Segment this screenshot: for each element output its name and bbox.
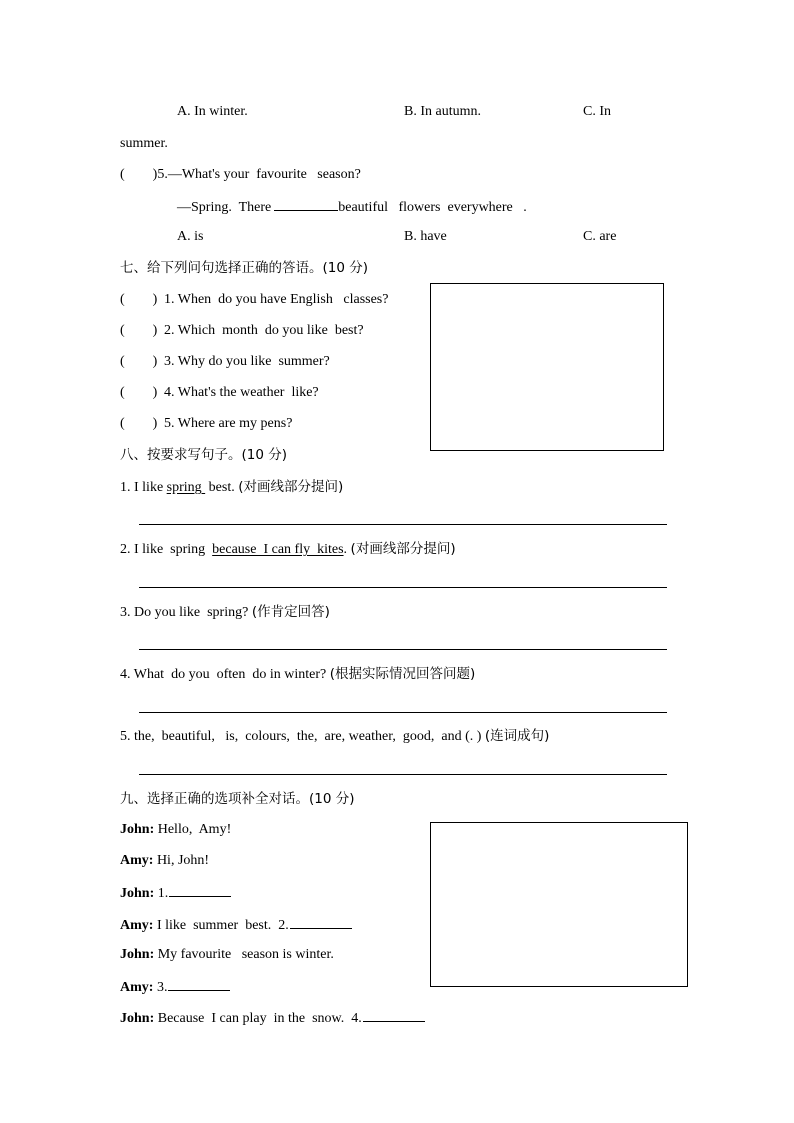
section7-item — [120, 323, 364, 339]
answer-line-4[interactable] — [139, 712, 667, 713]
dialogue-blank-1 — [169, 884, 231, 897]
speaker: John: — [120, 1011, 155, 1026]
answer-line-2[interactable] — [139, 587, 667, 588]
q4-option-c: C. In — [583, 104, 611, 119]
q4-option-a: A. In winter. — [177, 104, 248, 119]
item-text: 5. Where are my pens? — [164, 416, 293, 431]
s8-2-post: . — [343, 542, 348, 557]
speaker: Amy: — [120, 853, 154, 868]
s8-4-instruction: (根据实际情况回答问题) — [329, 666, 476, 682]
s8-3-instruction: (作肯定回答) — [251, 604, 330, 620]
item-paren: ( ) — [120, 323, 158, 338]
s8-4-text: 4. What do you often do in winter? — [120, 667, 327, 682]
dialogue-text: Hi, John! — [156, 853, 210, 868]
dialogue-line — [120, 853, 209, 869]
section7-item — [120, 354, 330, 370]
section7-item — [120, 292, 388, 308]
dialogue-line — [120, 916, 353, 934]
q5-question-line — [120, 167, 361, 183]
q5-blank — [274, 198, 338, 211]
item-paren: ( ) — [120, 354, 158, 369]
s8-5-text: 5. the, beautiful, is, colours, the, are, weather, good, and (. ) — [120, 729, 482, 744]
s8-sentence-5 — [120, 728, 549, 745]
q5-answer-after: beautiful flowers everywhere . — [338, 200, 527, 215]
dialogue-text: I like summer best. 2. — [156, 918, 289, 933]
section7-answer-box — [430, 283, 664, 451]
item-text: 4. What's the weather like? — [164, 385, 319, 400]
dialogue-blank-2 — [290, 916, 352, 929]
speaker: John: — [120, 822, 155, 837]
q5-answer-before: —Spring. There — [177, 200, 272, 215]
item-paren: ( ) — [120, 385, 158, 400]
section7-item — [120, 385, 319, 401]
q5-option-c: C. are — [583, 229, 617, 244]
dialogue-blank-3 — [168, 978, 230, 991]
speaker: John: — [120, 947, 155, 962]
answer-line-1[interactable] — [139, 524, 667, 525]
speaker: Amy: — [120, 918, 154, 933]
section8-title: 八、按要求写句子。(10 分) — [120, 447, 288, 463]
s8-sentence-3 — [120, 604, 330, 621]
dialogue-line — [120, 1009, 426, 1027]
s8-sentence-2 — [120, 541, 456, 558]
section7-item — [120, 416, 292, 432]
s8-1-instruction: (对画线部分提问) — [238, 479, 344, 495]
q5-answer-line — [177, 198, 527, 216]
section9-title: 九、选择正确的选项补全对话。(10 分) — [120, 791, 355, 807]
dialogue-text: My favourite season is winter. — [157, 947, 334, 962]
dialogue-line — [120, 884, 232, 902]
answer-line-5[interactable] — [139, 774, 667, 775]
speaker: Amy: — [120, 980, 154, 995]
item-text: 1. When do you have English classes? — [164, 292, 389, 307]
q5-question: —What's your favourite season? — [167, 167, 361, 182]
dialogue-text: Hello, Amy! — [157, 822, 232, 837]
dialogue-text: 1. — [157, 886, 169, 901]
s8-1-underlined: spring — [166, 480, 206, 495]
s8-5-instruction: (连词成句) — [484, 728, 550, 744]
dialogue-text: Because I can play in the snow. 4. — [157, 1011, 362, 1026]
s8-2-pre: 2. I like spring — [120, 542, 213, 557]
dialogue-line — [120, 947, 334, 963]
q4-option-b: B. In autumn. — [404, 104, 481, 119]
q5-answer-paren: ( )5. — [120, 167, 168, 182]
item-paren: ( ) — [120, 416, 158, 431]
answer-line-3[interactable] — [139, 649, 667, 650]
dialogue-line — [120, 978, 231, 996]
speaker: John: — [120, 886, 155, 901]
dialogue-blank-4 — [363, 1009, 425, 1022]
s8-3-text: 3. Do you like spring? — [120, 605, 249, 620]
s8-2-underlined: because I can fly kites — [212, 542, 344, 557]
s8-1-pre: 1. I like — [120, 480, 167, 495]
s8-2-instruction: (对画线部分提问) — [350, 541, 456, 557]
dialogue-line — [120, 822, 231, 838]
section9-answer-box — [430, 822, 688, 987]
q4-option-c-continued: summer. — [120, 136, 168, 151]
q5-option-a: A. is — [177, 229, 204, 244]
s8-sentence-4 — [120, 666, 475, 683]
section7-title: 七、给下列问句选择正确的答语。(10 分) — [120, 260, 369, 276]
item-text: 2. Which month do you like best? — [164, 323, 364, 338]
item-text: 3. Why do you like summer? — [164, 354, 330, 369]
q5-option-b: B. have — [404, 229, 447, 244]
dialogue-text: 3. — [156, 980, 168, 995]
item-paren: ( ) — [120, 292, 158, 307]
s8-sentence-1 — [120, 479, 343, 496]
s8-1-post: best. — [205, 480, 235, 495]
